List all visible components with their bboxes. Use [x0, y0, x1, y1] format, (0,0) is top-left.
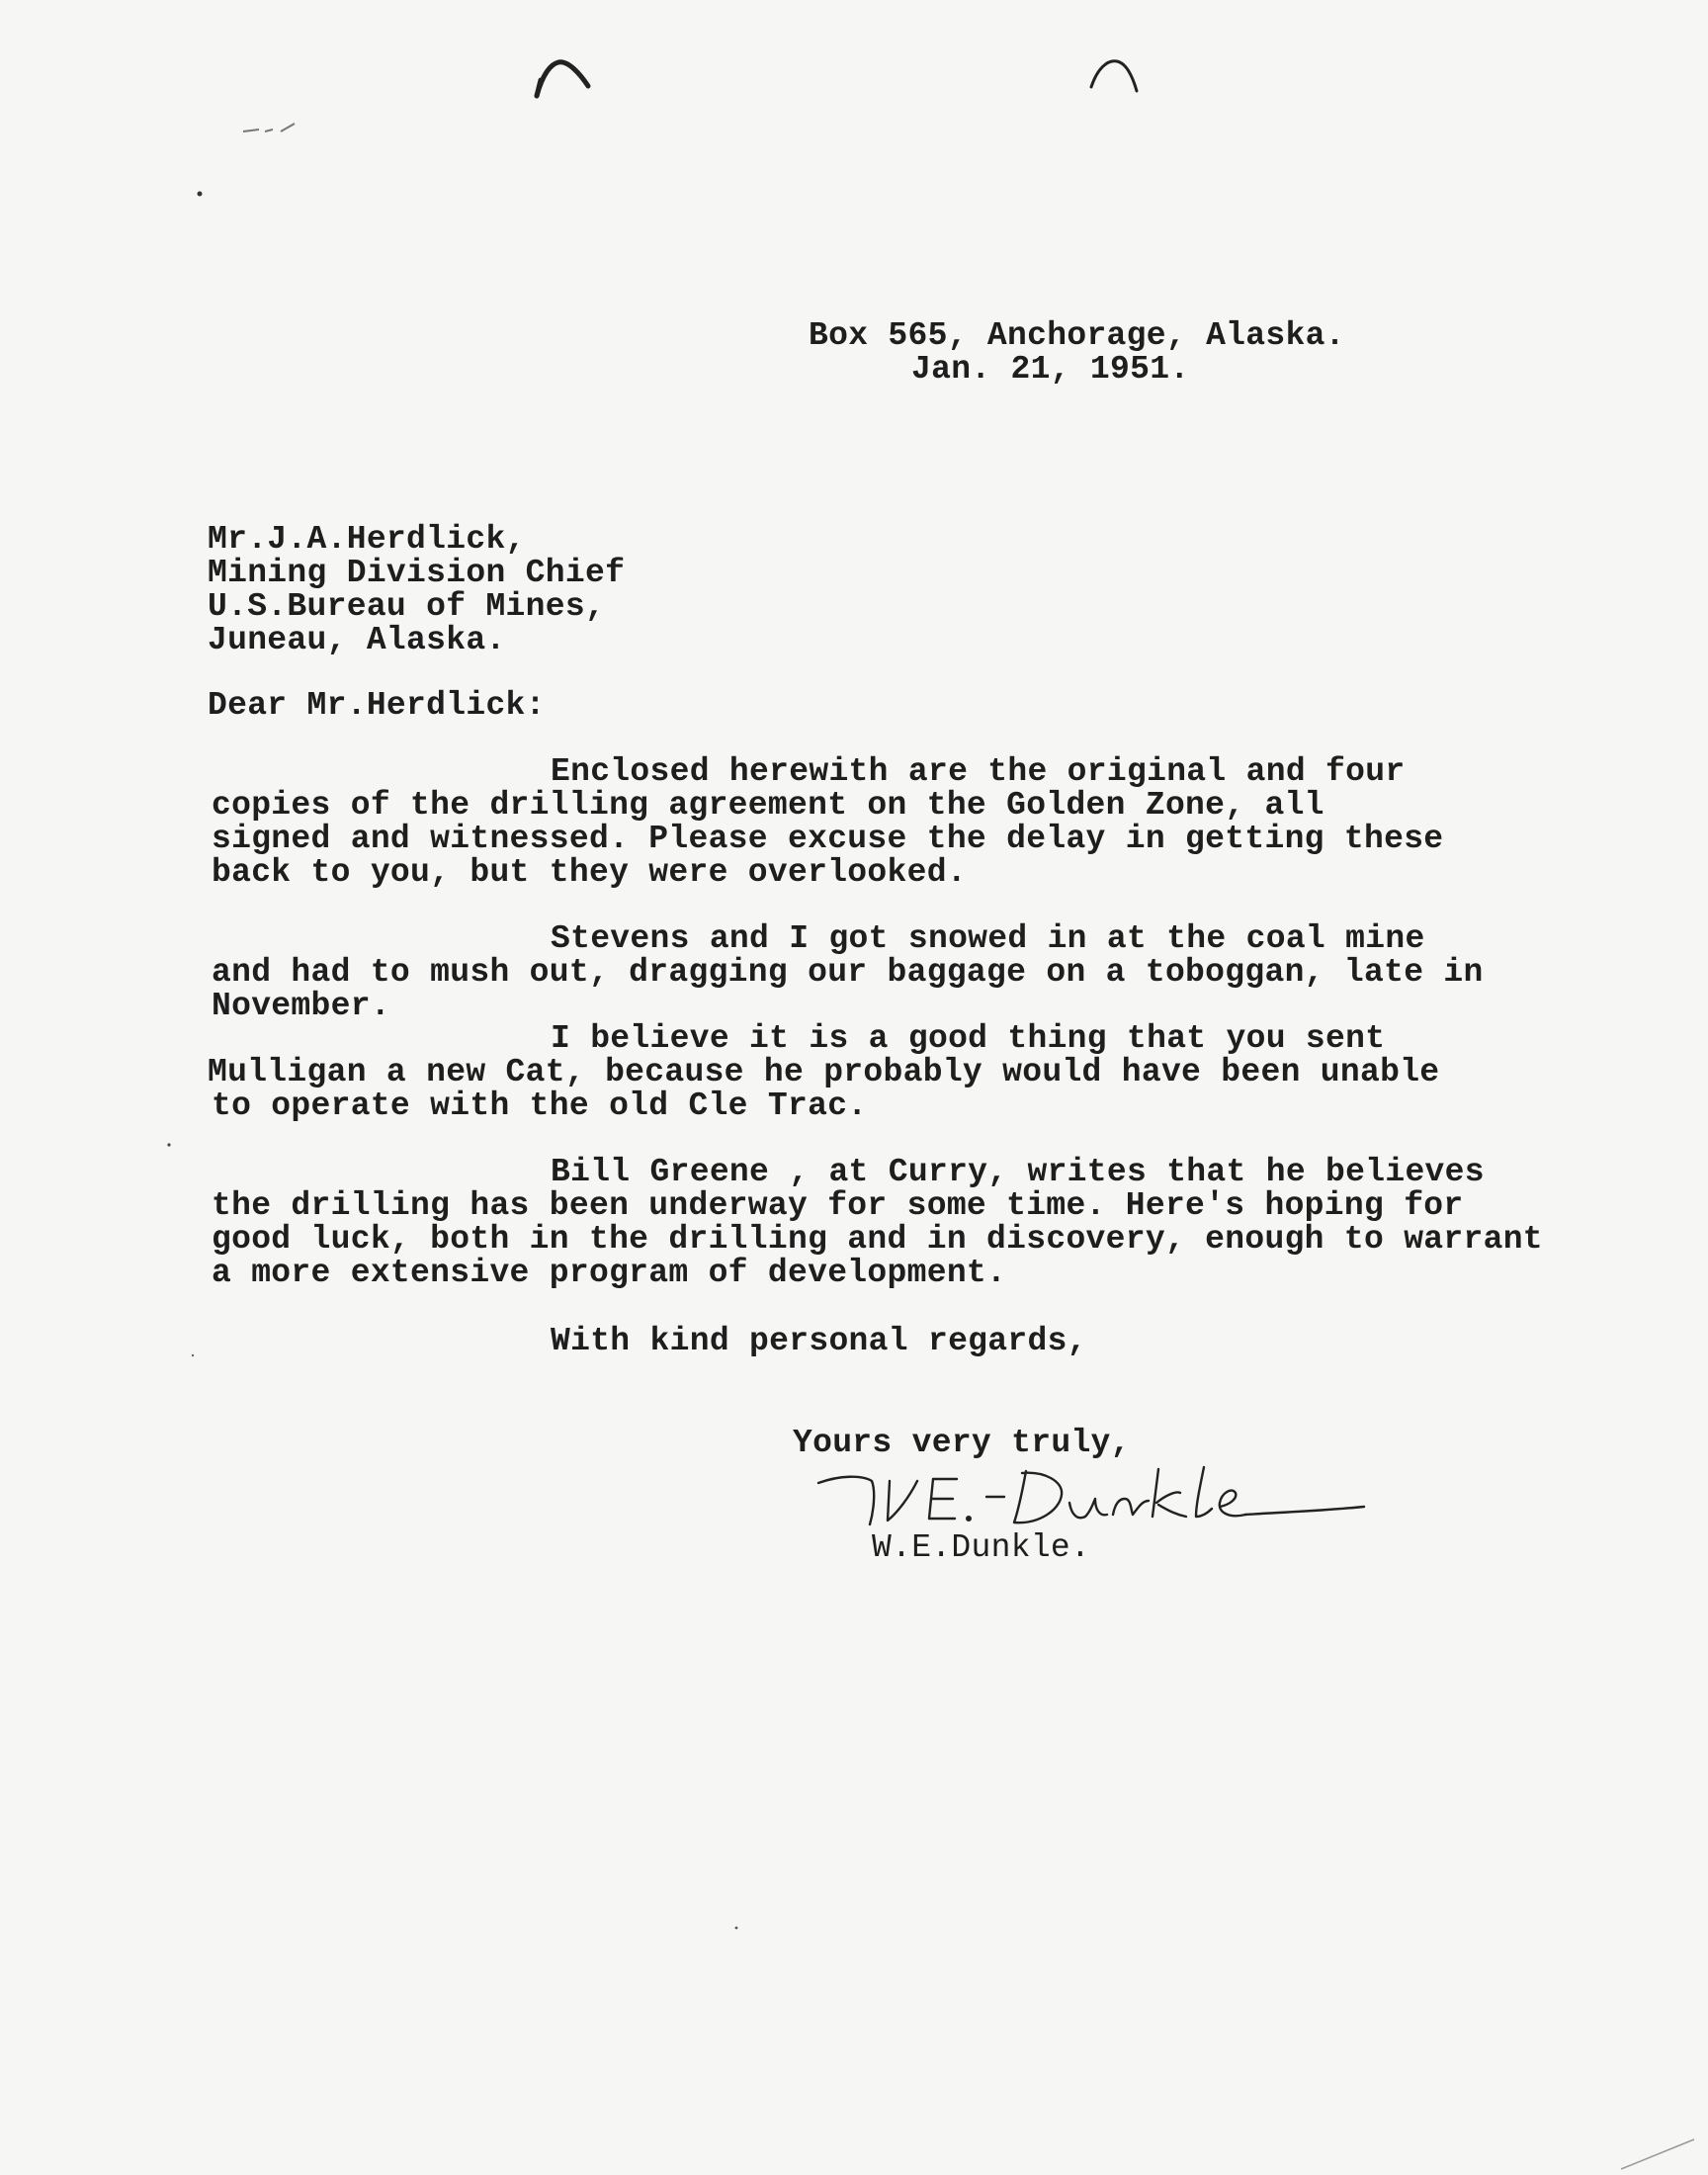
recipient-organization: U.S.Bureau of Mines, [208, 588, 606, 625]
staple-mark-left [529, 44, 598, 104]
paragraph-line: to operate with the old Cle Trac. [212, 1088, 868, 1124]
paragraph-line: good luck, both in the drilling and in discovery, enough to warrant [212, 1221, 1543, 1258]
regards-line: With kind personal regards, [551, 1323, 1087, 1359]
recipient-title: Mining Division Chief [208, 555, 626, 591]
speck [166, 1142, 172, 1148]
paragraph-line: I believe it is a good thing that you sent [551, 1020, 1386, 1057]
paragraph-line: Bill Greene , at Curry, writes that he believes [551, 1154, 1485, 1190]
paragraph-line: and had to mush out, dragging our baggage on a toboggan, late in [212, 954, 1484, 991]
closing-line: Yours very truly, [793, 1425, 1131, 1461]
paragraph-line: copies of the drilling agreement on the Golden Zone, all [212, 787, 1324, 824]
paragraph-line: back to you, but they were overlooked. [212, 854, 967, 891]
paragraph-line: Enclosed herewith are the original and four [551, 753, 1406, 790]
speck [190, 1352, 196, 1358]
paragraph-line: Stevens and I got snowed in at the coal mine [551, 920, 1425, 957]
recipient-city: Juneau, Alaska. [208, 622, 506, 658]
paragraph-line: a more extensive program of development. [212, 1255, 1007, 1291]
paragraph-line: November. [212, 988, 390, 1024]
staple-mark-right [1085, 47, 1145, 97]
ink-dot [196, 190, 204, 198]
pencil-mark [237, 114, 316, 143]
return-address: Box 565, Anchorage, Alaska. [809, 317, 1345, 354]
typed-signature-name: W.E.Dunkle. [872, 1529, 1091, 1566]
salutation: Dear Mr.Herdlick: [208, 687, 546, 724]
paragraph-line: Mulligan a new Cat, because he probably would have been unable [208, 1054, 1440, 1090]
recipient-name: Mr.J.A.Herdlick, [208, 521, 526, 558]
paragraph-line: signed and witnessed. Please excuse the delay in getting these [212, 821, 1444, 857]
letter-date: Jan. 21, 1951. [911, 351, 1190, 388]
speck [733, 1925, 739, 1931]
corner-fold-mark [1617, 2135, 1696, 2171]
paragraph-line: the drilling has been underway for some time. Here's hoping for [212, 1187, 1464, 1224]
